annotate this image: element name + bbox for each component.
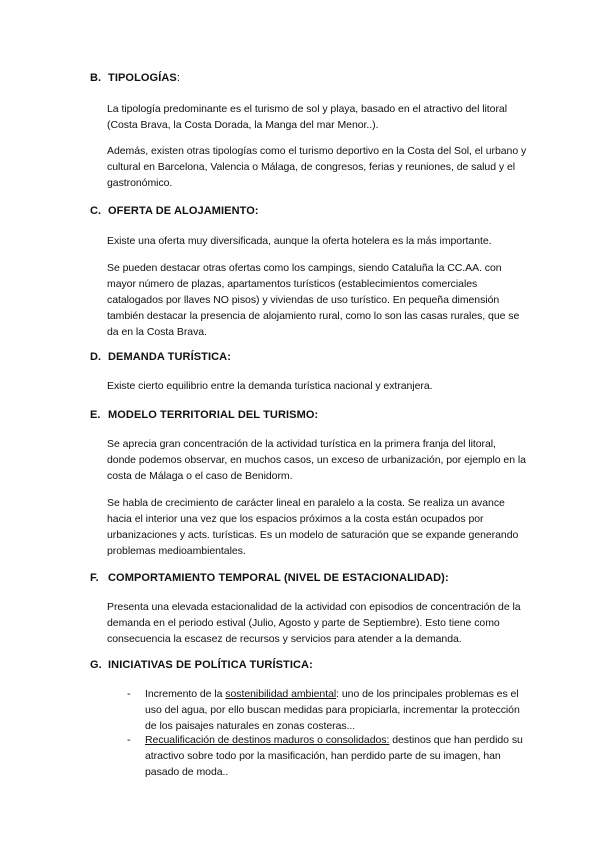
section-d-letter: D. (90, 351, 102, 363)
bullet-1-underlined: sostenibilidad ambiental (225, 688, 337, 700)
section-g-letter: G. (90, 659, 102, 671)
bullet-2-underlined: Recualificación de destinos maduros o consolidados: (145, 734, 390, 746)
bullet-item-2 (145, 732, 525, 780)
section-c-title: OFERTA DE ALOJAMIENTO: (108, 205, 259, 217)
section-c-paragraph-1: Existe una oferta muy diversificada, aunque la oferta hotelera es la más importante. (107, 235, 492, 247)
section-b-heading (90, 72, 180, 84)
bullet-1-prefix: Incremento de la (145, 688, 226, 700)
section-d-heading (90, 351, 231, 363)
section-e-paragraph-2: Se habla de crecimiento de carácter lineal en paralelo a la costa. Se realiza un avance hacia el interior una vez que los espacios próximos a la costa están ocupados por urbanizaciones y acts. turísticas. Es un modelo de saturación que se expande generando problemas medioambientales. (107, 497, 519, 557)
bullet-dash-2: - (127, 734, 131, 746)
section-b-colon: : (176, 72, 180, 84)
section-f-title: COMPORTAMIENTO TEMPORAL (NIVEL DE ESTACIONALIDAD): (108, 572, 449, 584)
section-c-heading (90, 205, 259, 217)
section-e-heading (90, 409, 318, 421)
bullet-item-1 (145, 686, 525, 734)
section-g-title: INICIATIVAS DE POLÍTICA TURÍSTICA: (108, 659, 313, 671)
section-d-paragraph-1: Existe cierto equilibrio entre la demanda turística nacional y extranjera. (107, 380, 433, 392)
bullet-dash-1: - (127, 688, 131, 700)
section-b-title: TIPOLOGÍAS (108, 72, 177, 84)
section-b-letter: B. (90, 72, 102, 84)
section-f-paragraph-1: Presenta una elevada estacionalidad de la actividad con episodios de concentración de la demanda en el periodo estival (Julio, Agosto y parte de Septiembre). Esto tiene como consecuencia la escasez de recursos y servicios para atender a la demanda. (107, 601, 521, 645)
section-e-letter: E. (90, 409, 101, 421)
section-e-paragraph-1: Se aprecia gran concentración de la actividad turística en la primera franja del litoral, donde podemos observar, en muchos casos, un exceso de urbanización, por ejemplo en la costa de Málaga o el caso de Benidorm. (107, 438, 526, 482)
bullet-1-rest: : uno de los principales problemas es el uso del agua, por ello buscan medidas para propiciarla, incrementar la protección de los paisajes naturales en zonas costeras... (145, 688, 520, 732)
section-c-paragraph-2: Se pueden destacar otras ofertas como los campings, siendo Cataluña la CC.AA. con mayor número de plazas, apartamentos turísticos (establecimientos comerciales catalogados por llaves NO pisos) y viviendas de uso turístico. En pequeña dimensión también destacar la presencia de alojamiento rural, como lo son las casas rurales, que se da en la Costa Brava. (107, 262, 520, 338)
section-b-paragraph-1: La tipología predominante es el turismo de sol y playa, basado en el atractivo del litoral (Costa Brava, la Costa Dorada, la Manga del mar Menor..). (107, 103, 507, 131)
section-f-heading (90, 572, 449, 584)
section-d-title: DEMANDA TURÍSTICA: (108, 351, 231, 363)
section-f-letter: F. (90, 572, 99, 584)
bullet-2-rest: destinos que han perdido su atractivo sobre todo por la masificación, han perdido parte de su imagen, han pasado de moda.. (145, 734, 523, 778)
section-e-title: MODELO TERRITORIAL DEL TURISMO: (108, 409, 319, 421)
section-c-letter: C. (90, 205, 102, 217)
section-b-paragraph-2: Además, existen otras tipologías como el turismo deportivo en la Costa del Sol, el urbano y cultural en Barcelona, Valencia o Málaga, de congresos, ferias y reuniones, de salud y el gastronómico. (107, 145, 527, 189)
section-g-heading (90, 659, 313, 671)
